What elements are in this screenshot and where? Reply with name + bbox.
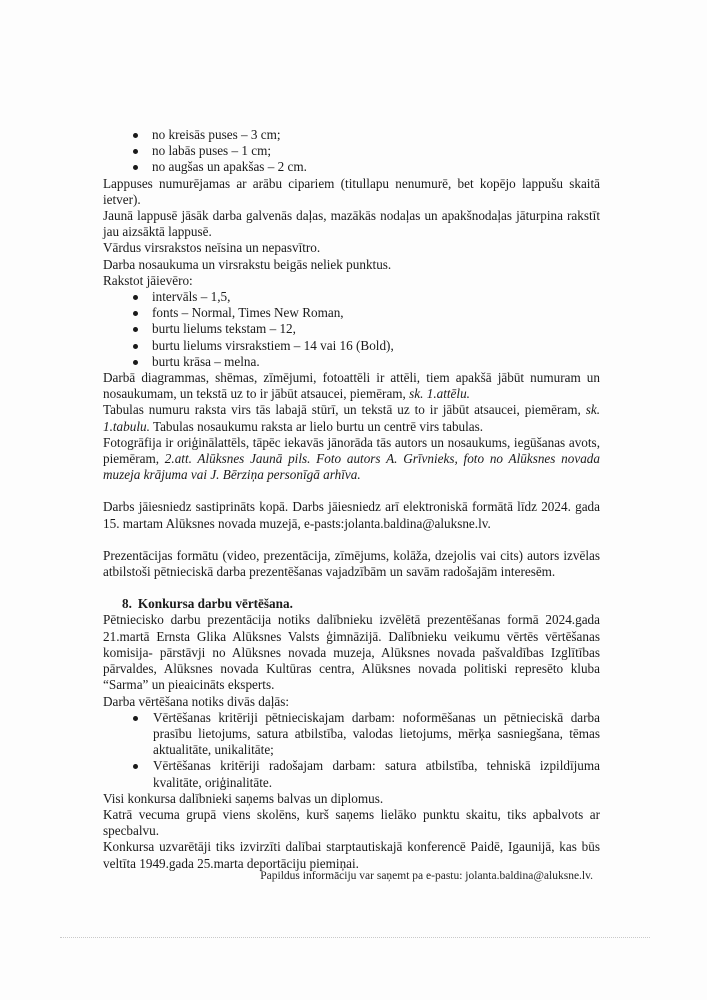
list-item: burtu krāsa – melna. — [133, 354, 600, 370]
paragraph-figures — [103, 370, 600, 402]
paragraph-evaluation: Pētniecisko darbu prezentācija notiks dalībnieku izvēlētā prezentēšanas formā 2024.gada 21.martā Ernsta Glika Alūksnes Valsts ģimnāzijā. Dalībnieku veikumu vērtēs vērtēšanas komisija- pārstāvji no Alūksnes novada muzeja, Alūksnes novada pašvaldības Izglītības pārvaldes, Alūksnes novada Kultūras centra, Alūksnes novada politiski represēto kluba “Sarma” un pieaicināts eksperts. — [103, 612, 600, 693]
footer-note: Papildus informāciju var saņemt pa e-pastu: jolanta.baldina@aluksne.lv. — [260, 870, 593, 882]
figures-text: Darbā diagrammas, shēmas, zīmējumi, fotoattēli ir attēli, tiem apakšā jābūt numuram un nosaukumam, un tekstā uz to ir jābūt atsaucei, piemēram, — [103, 370, 600, 402]
list-item: no kreisās puses – 3 cm; — [133, 127, 600, 143]
section-number: 8. — [122, 596, 132, 612]
paragraph-no-dots: Darba nosaukuma un virsrakstu beigās neliek punktus. — [103, 256, 392, 272]
page-body — [103, 127, 600, 872]
tables-reference: sk. 1.tabulu. — [103, 402, 600, 434]
paragraph-headings: Vārdus virsrakstos neīsina un nepasvītro. — [103, 240, 321, 256]
section-title: Konkursa darbu vērtēšana. — [137, 596, 293, 612]
tables-text: Tabulas numuru raksta virs tās labajā stūrī, un tekstā uz to ir jābūt atsaucei, piemēram, — [103, 402, 586, 418]
paragraph-photo — [103, 435, 600, 484]
list-item: no augšas un apakšas – 2 cm. — [133, 159, 600, 175]
paragraph-page-numbering: Lappuses numurējamas ar arābu cipariem (titullapu nenumurē, bet kopējo lappušu skaitā ietver). — [103, 175, 600, 207]
tables-text-end: Tabulas nosaukumu raksta ar lielo burtu un centrē virs tabulas. — [149, 418, 484, 434]
section-heading — [103, 596, 600, 612]
photo-example: 2.att. Alūksnes Jaunā pils. Foto autors A. Grīvnieks, foto no Alūksnes novada muzeja krājuma vai J. Bērziņa personīgā arhīva. — [103, 451, 600, 483]
paragraph-submission: Darbs jāiesniedz sastiprināts kopā. Darbs jāiesniedz arī elektroniskā formātā līdz 2024. gada 15. martam Alūksnes novada muzejā, e-pasts:jolanta.baldina@aluksne.lv. — [103, 499, 600, 531]
margins-list — [103, 127, 600, 176]
paragraph-presentation: Prezentācijas formātu (video, prezentācija, zīmējums, kolāža, dzejolis vai cits) autors izvēlas atbilstoši pētnieciskā darba prezentēšanas vajadzībām un savām radošajām interesēm. — [103, 547, 600, 580]
criteria-list — [103, 710, 600, 791]
paragraph-prizes: Visi konkursa dalībnieki saņems balvas un diplomus. — [103, 790, 384, 806]
list-item: burtu lielums tekstam – 12, — [133, 321, 600, 337]
paragraph-age-group: Katrā vecuma grupā viens skolēns, kurš saņems lielāko punktu skaitu, tiks apbalvots ar specbalvu. — [103, 806, 600, 839]
scan-edge-divider — [60, 937, 650, 938]
paragraph-observe: Rakstot jāievēro: — [103, 272, 193, 288]
paragraph-two-parts: Darba vērtēšana notiks divās daļās: — [103, 693, 290, 709]
list-item: burtu lielums virsrakstiem – 14 vai 16 (Bold), — [133, 338, 600, 354]
photo-text: Fotogrāfija ir oriģinālattēls, tāpēc iekavās jānorāda tās autors un nosaukums, iegūšanas avots, piemēram, — [103, 434, 600, 467]
figures-reference: sk. 1.attēlu. — [409, 386, 470, 402]
paragraph-winners: Konkursa uzvarētāji tiks izvirzīti dalībai starptautiskajā konferencē Paidē, Igaunijā, kas būs veltīta 1949.gada 25.marta deportāciju piemiņai. — [103, 839, 600, 871]
list-item: no labās puses – 1 cm; — [133, 143, 600, 159]
list-item: Vērtēšanas kritēriji pētnieciskajam darbam: noformēšanas un pētnieciskā darba prasību lietojums, satura atbilstība, valodas lietojums, mērķa sasniegšana, tēmas aktualitāte, unikalitāte; — [133, 710, 600, 759]
paragraph-tables — [103, 402, 600, 434]
list-item: intervāls – 1,5, — [133, 289, 600, 305]
list-item: fonts – Normal, Times New Roman, — [133, 305, 600, 321]
paragraph-new-page: Jaunā lappusē jāsāk darba galvenās daļas, mazākās nodaļas un apakšnodaļas jāturpina rakstīt jau aizsāktā lappusē. — [103, 208, 600, 240]
format-list — [103, 289, 600, 370]
list-item: Vērtēšanas kritēriji radošajam darbam: satura atbilstība, tehniskā izpildījuma kvalitāte, oriģinalitāte. — [133, 758, 600, 790]
